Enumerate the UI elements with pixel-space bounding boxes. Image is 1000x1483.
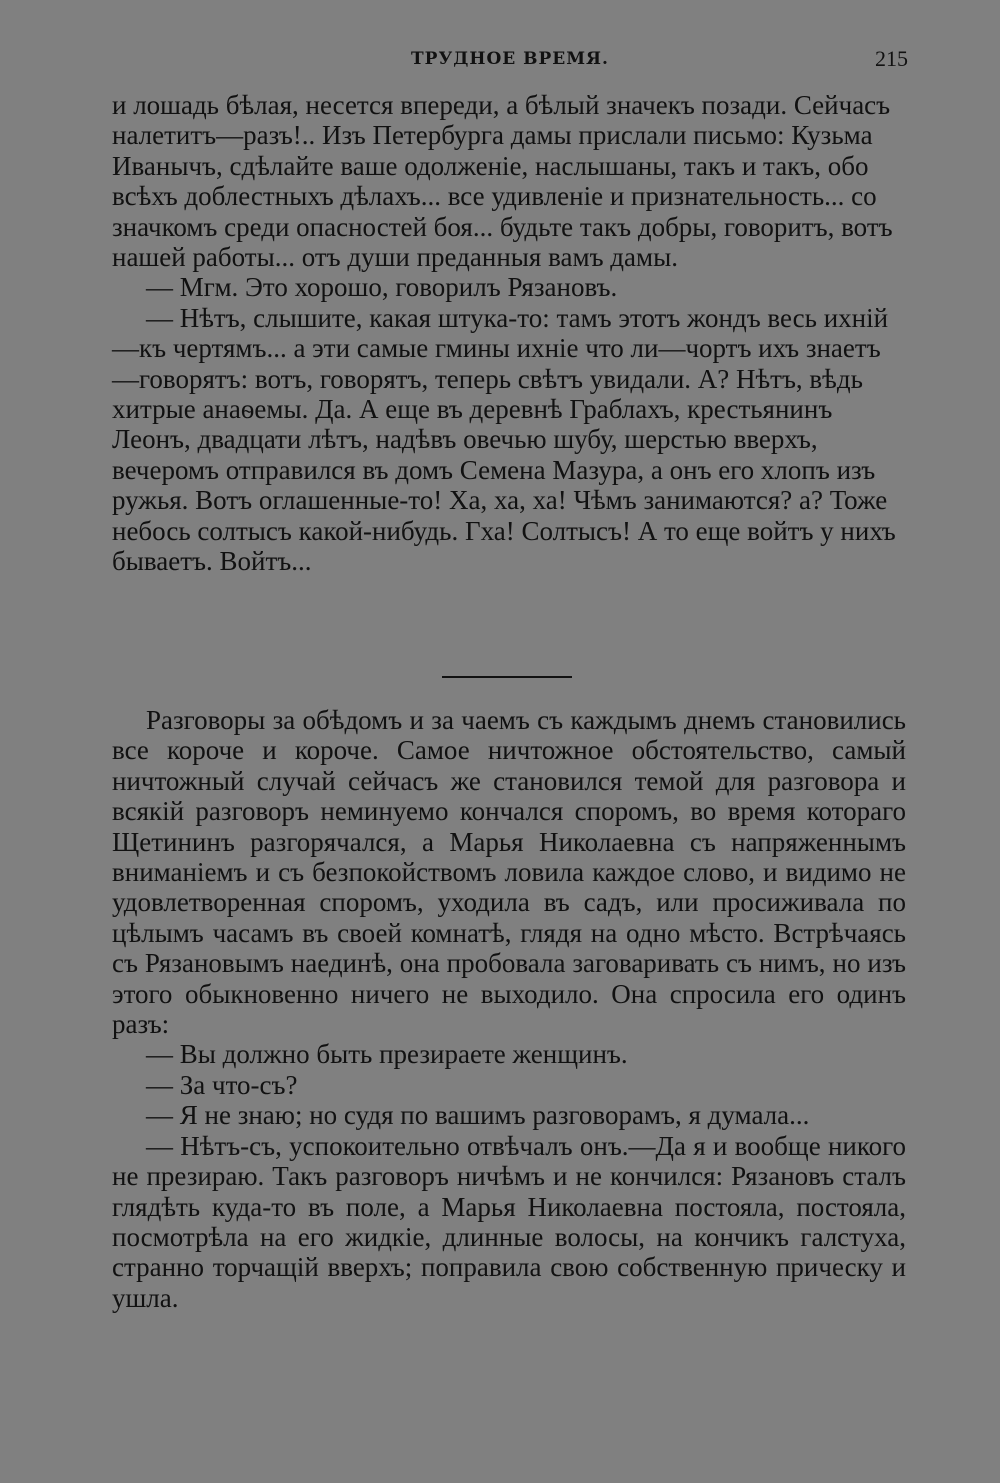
page-number: 215 xyxy=(875,46,908,71)
running-title: ТРУДНОЕ ВРЕМЯ. xyxy=(411,49,609,69)
paragraph: — Нѣтъ, слышите, какая штука-то: тамъ этотъ жондъ весь ихній—къ чертямъ... а эти самые гмины ихніе что ли—чортъ ихъ знаетъ—говорятъ: вотъ, говорятъ, теперь свѣтъ увидали. А? Нѣтъ, вѣдь хитрые анаѳемы. Да. А еще въ деревнѣ Граблахъ, крестьянинъ Леонъ, двадцати лѣтъ, надѣвъ овечью шубу, шерстью вверхъ, вечеромъ отправился въ домъ Семена Мазура, а онъ его хлопъ изъ ружья. Вотъ оглашенные-то! Ха, ха, ха! Чѣмъ занимаются? а? Тоже небось солтысъ какой-нибудь. Гха! Солтысъ! А то еще войтъ у нихъ бываетъ. Войтъ... xyxy=(112,302,896,577)
paragraph: — Я не знаю; но судя по вашимъ разговорамъ, я думала... xyxy=(146,1100,810,1131)
paragraph: — Мгм. Это хорошо, говорилъ Рязановъ. xyxy=(146,272,618,303)
paragraph: и лошадь бѣлая, несется впереди, а бѣлый значекъ позади. Сейчасъ налетитъ—разъ!.. Изъ Петербурга дамы прислали письмо: Кузьма Иванычъ, сдѣлайте ваше одолженіе, наслышаны, такъ и такъ, обо всѣхъ доблестныхъ дѣлахъ... все удивленіе и признательность... со значкомъ среди опасностей боя... будьте такъ добры, говоритъ, вотъ нашей работы... отъ души преданныя вамъ дамы. xyxy=(112,90,893,273)
text-section-2 xyxy=(112,705,906,1313)
running-head xyxy=(112,42,908,76)
text-section-1 xyxy=(112,90,906,577)
paragraph: — Нѣтъ-съ, успокоительно отвѣчалъ онъ.—Да я и вообще никого не презираю. Такъ разговоръ ничѣмъ и не кончился: Рязановъ сталъ глядѣть куда-то въ поле, а Марья Николаевна постояла, постояла, посмотрѣла на его жидкіе, длинные волосы, на кончикъ галстуха, странно торчащій вверхъ; поправила свою собственную прическу и ушла. xyxy=(112,1130,906,1313)
paragraph: Разговоры за обѣдомъ и за чаемъ съ каждымъ днемъ становились все короче и короче. Самое ничтожное обстоятельство, самый ничтожный случай сейчасъ же становился темой для разговора и всякій разговоръ неминуемо кончался споромъ, во время котораго Щетининъ разгорячался, а Марья Николаевна съ напряженнымъ вниманіемъ и съ безпокойствомъ ловила каждое слово, и видимо не удовлетворенная споромъ, уходила въ садъ, или просиживала по цѣлымъ часамъ въ своей комнатѣ, глядя на одно мѣсто. Встрѣчаясь съ Рязановымъ наединѣ, она пробовала заговаривать съ нимъ, но изъ этого обыкновенно ничего не выходило. Она спросила его одинъ разъ: xyxy=(112,705,906,1040)
paragraph: — За что-съ? xyxy=(146,1069,298,1100)
paragraph: — Вы должно быть презираете женщинъ. xyxy=(146,1039,628,1070)
section-separator xyxy=(442,676,572,678)
